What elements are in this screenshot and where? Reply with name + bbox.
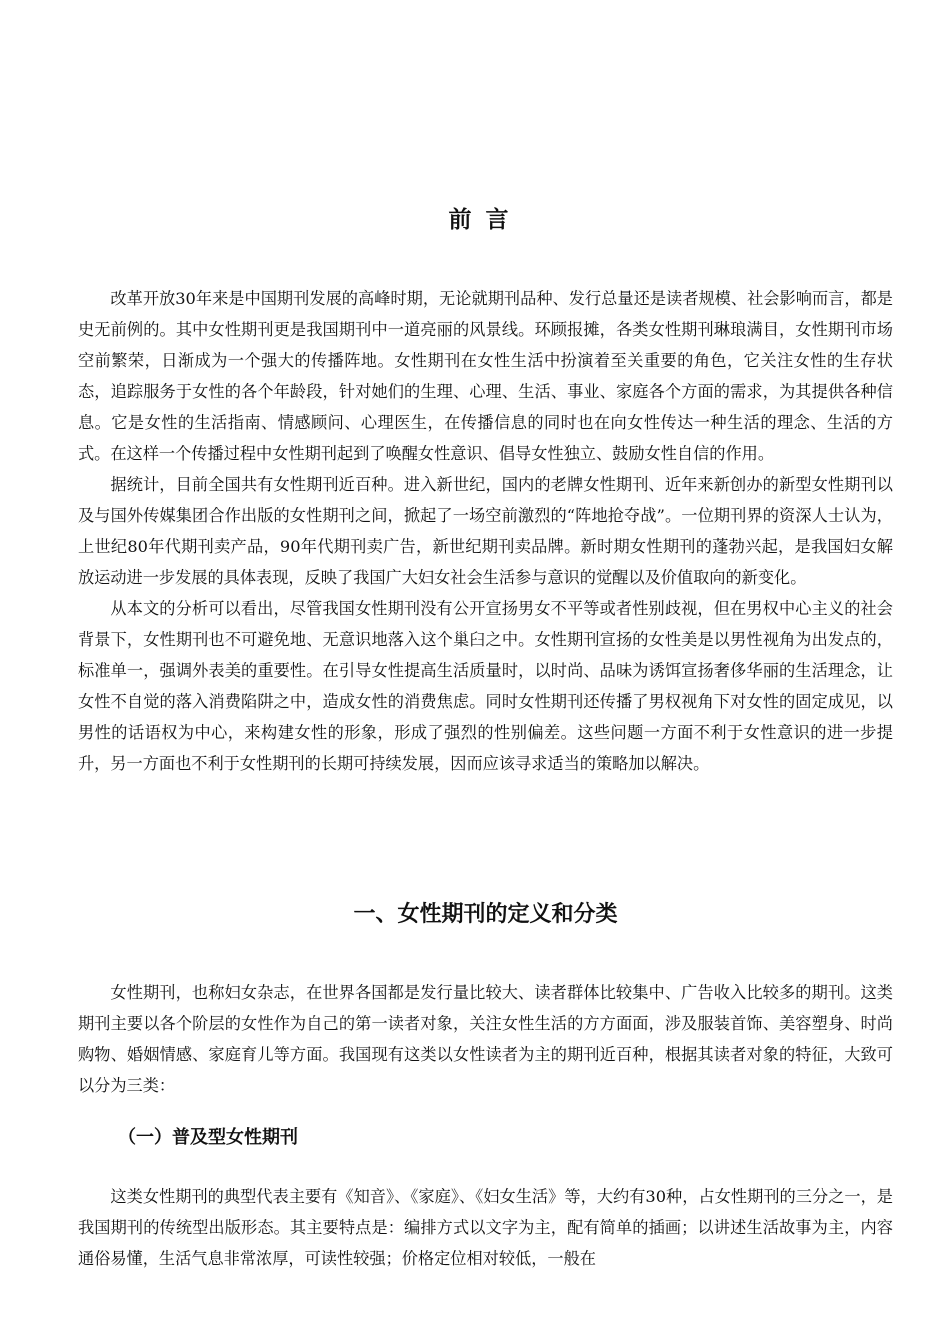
section-1-title: 一、女性期刊的定义和分类 bbox=[353, 902, 618, 927]
subsection-1-body bbox=[78, 1181, 893, 1274]
preface-body bbox=[78, 283, 893, 779]
section-1-intro-block bbox=[78, 977, 893, 1101]
preface-paragraph-3: 从本文的分析可以看出，尽管我国女性期刊没有公开宣扬男女不平等或者性别歧视，但在男权中心主义的社会背景下，女性期刊也不可避免地、无意识地落入这个巢臼之中。女性期刊宣扬的女性美是以男性视角为出发点的，标准单一，强调外表美的重要性。在引导女性提高生活质量时，以时尚、品味为诱饵宣扬奢侈华丽的生活理念，让女性不自觉的落入消费陷阱之中，造成女性的消费焦虑。同时女性期刊还传播了男权视角下对女性的固定成见，以男性的话语权为中心，来构建女性的形象，形成了强烈的性别偏差。这些问题一方面不利于女性意识的进一步提升，另一方面也不利于女性期刊的长期可持续发展，因而应该寻求适当的策略加以解决。 bbox=[78, 599, 893, 773]
preface-paragraph-2: 据统计，目前全国共有女性期刊近百种。进入新世纪，国内的老牌女性期刊、近年来新创办的新型女性期刊以及与国外传媒集团合作出版的女性期刊之间，掀起了一场空前激烈的“阵地抢夺战”。一位期刊界的资深人士认为，上世纪80年代期刊卖产品，90年代期刊卖广告，新世纪期刊卖品牌。新时期女性期刊的蓬勃兴起，是我国妇女解放运动进一步发展的具体表现，反映了我国广大妇女社会生活参与意识的觉醒以及价值取向的新变化。 bbox=[78, 475, 893, 587]
subsection-1-title: （一）普及型女性期刊 bbox=[118, 1127, 298, 1148]
subsection-1-paragraph: 这类女性期刊的典型代表主要有《知音》、《家庭》、《妇女生活》等，大约有30种，占女性期刊的三分之一，是我国期刊的传统型出版形态。其主要特点是：编排方式以文字为主，配有简单的插画；以讲述生活故事为主，内容通俗易懂，生活气息非常浓厚，可读性较强；价格定位相对较低，一般在 bbox=[78, 1187, 893, 1268]
preface-title: 前言 bbox=[448, 207, 523, 233]
preface-paragraph-1: 改革开放30年来是中国期刊发展的高峰时期，无论就期刊品种、发行总量还是读者规模、社会影响而言，都是史无前例的。其中女性期刊更是我国期刊中一道亮丽的风景线。环顾报摊，各类女性期刊琳琅满目，女性期刊市场空前繁荣，日渐成为一个强大的传播阵地。女性期刊在女性生活中扮演着至关重要的角色，它关注女性的生存状态，追踪服务于女性的各个年龄段，针对她们的生理、心理、生活、事业、家庭各个方面的需求，为其提供各种信息。它是女性的生活指南、情感顾问、心理医生，在传播信息的同时也在向女性传达一种生活的理念、生活的方式。在这样一个传播过程中女性期刊起到了唤醒女性意识、倡导女性独立、鼓励女性自信的作用。 bbox=[78, 289, 893, 463]
section-1-intro-paragraph: 女性期刊，也称妇女杂志，在世界各国都是发行量比较大、读者群体比较集中、广告收入比较多的期刊。这类期刊主要以各个阶层的女性作为自己的第一读者对象，关注女性生活的方方面面，涉及服装首饰、美容塑身、时尚购物、婚姻情感、家庭育儿等方面。我国现有这类以女性读者为主的期刊近百种，根据其读者对象的特征，大致可以分为三类： bbox=[78, 983, 893, 1095]
